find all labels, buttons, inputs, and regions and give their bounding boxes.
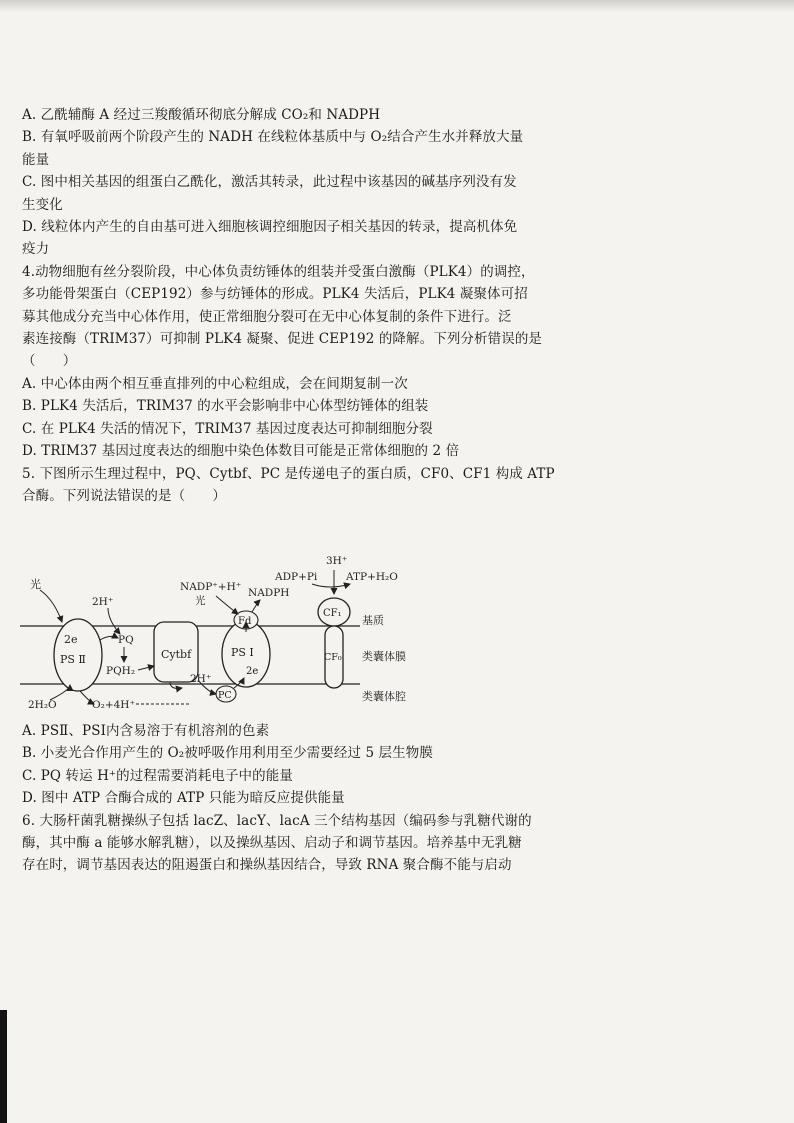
q3-option-b-cont: 能量 bbox=[22, 151, 50, 168]
q4-stem-2: 多功能骨架蛋白（CEP192）参与纺锤体的形成。PLK4 失活后，PLK4 凝聚体可招 bbox=[22, 286, 528, 303]
pq-label: PQ bbox=[118, 634, 134, 646]
pc-label: PC bbox=[218, 690, 232, 701]
q4-stem-1: 4.动物细胞有丝分裂阶段，中心体负责纺锤体的组装并受蛋白激酶（PLK4）的调控， bbox=[22, 263, 535, 280]
q6-stem-2: 酶，其中酶 a 能够水解乳糖），以及操纵基因、启动子和调节基因。培养基中无乳糖 bbox=[22, 835, 522, 852]
pqh2-label: PQH₂ bbox=[106, 665, 136, 677]
q4-option-d: D. TRIM37 基因过度表达的细胞中染色体数目可能是正常体细胞的 2 倍 bbox=[22, 443, 460, 460]
q5-option-a: A. PSⅡ、PSⅠ内含易溶于有机溶剂的色素 bbox=[22, 723, 270, 739]
atp-h2o-label: ATP+H₂O bbox=[346, 571, 398, 583]
h3-label: 3H⁺ bbox=[326, 555, 348, 567]
q5-stem-1: 5. 下图所示生理过程中，PQ、Cytbf、PC 是传递电子的蛋白质，CF0、CF1 构成 ATP bbox=[22, 465, 555, 482]
q3-option-b: B. 有氧呼吸前两个阶段产生的 NADH 在线粒体基质中与 O₂结合产生水并释放大量 bbox=[22, 129, 524, 146]
pqh2-cytbf-arrow bbox=[138, 666, 154, 670]
stroma-label: 基质 bbox=[362, 614, 384, 627]
q5-option-c: C. PQ 转运 H⁺的过程需要消耗电子中的能量 bbox=[22, 767, 293, 784]
h2-bottom-label: 2H⁺ bbox=[190, 673, 212, 685]
q3-option-a: A. 乙酰辅酶 A 经过三羧酸循环彻底分解成 CO₂和 NADPH bbox=[22, 107, 381, 123]
light-left-label: 光 bbox=[30, 578, 41, 591]
h2o-label: 2H₂O bbox=[28, 699, 57, 711]
ps2-2e-label: 2e bbox=[64, 633, 78, 646]
q3-option-c-cont: 生变化 bbox=[22, 196, 63, 213]
q6-stem-3: 存在时，调节基因表达的阻遏蛋白和操纵基因结合，导致 RNA 聚合酶不能与启动 bbox=[22, 857, 512, 874]
ps2-label: PS Ⅱ bbox=[60, 653, 86, 666]
h-to-pq-arrow bbox=[108, 608, 120, 634]
question-text-upper bbox=[22, 104, 634, 507]
adp-pi-label: ADP+Pi bbox=[275, 571, 318, 583]
light-ps2-arrow bbox=[40, 590, 62, 622]
cytbf-label: Cytbf bbox=[161, 648, 192, 661]
ps2-pq-arrow bbox=[100, 636, 118, 640]
q4-answer-blank: （ ） bbox=[22, 353, 77, 370]
atp-synthesis-arrow bbox=[312, 584, 350, 587]
q5-option-d: D. 图中 ATP 合酶合成的 ATP 只能为暗反应提供能量 bbox=[22, 790, 345, 807]
q4-stem-3: 募其他成分充当中心体作用，使正常细胞分裂可在无中心体复制的条件下进行。泛 bbox=[22, 308, 512, 325]
light-ps1-arrow bbox=[216, 596, 238, 614]
scan-left-edge bbox=[0, 1010, 7, 1123]
photosynthesis-diagram bbox=[20, 550, 440, 715]
q3-option-d: D. 线粒体内产生的自由基可进入细胞核调控细胞因子相关基因的转录，提高机体免 bbox=[22, 219, 518, 236]
thylakoid-membrane-label: 类囊体膜 bbox=[362, 650, 406, 663]
cf0-label: CF₀ bbox=[324, 652, 342, 663]
thylakoid-lumen-label: 类囊体腔 bbox=[362, 690, 406, 703]
fd-nadph-arrow bbox=[252, 600, 260, 612]
q5-option-b: B. 小麦光合作用产生的 O₂被呼吸作用利用至少需要经过 5 层生物膜 bbox=[22, 745, 433, 762]
q4-option-a: A. 中心体由两个相互垂直排列的中心粒组成，会在间期复制一次 bbox=[22, 375, 408, 392]
scan-top-edge bbox=[0, 0, 794, 12]
electron-transport-svg bbox=[20, 550, 440, 715]
q4-option-b: B. PLK4 失活后，TRIM37 的水平会影响非中心体型纺锤体的组装 bbox=[22, 398, 429, 415]
q4-option-c: C. 在 PLK4 失活的情况下，TRIM37 基因过度表达可抑制细胞分裂 bbox=[22, 420, 433, 437]
o2-label: O₂+4H⁺ bbox=[92, 699, 135, 711]
fd-label: Fd bbox=[238, 616, 252, 627]
q4-stem-4: 素连接酶（TRIM37）可抑制 PLK4 凝聚、促进 CEP192 的降解。下列分析错误的是 bbox=[22, 331, 543, 348]
ps1-label: PS Ⅰ bbox=[231, 646, 254, 659]
o2-release-arrow bbox=[80, 691, 94, 704]
q5-stem-2: 合酶。下列说法错误的是（ ） bbox=[22, 487, 226, 504]
ps1-2e-label: 2e bbox=[246, 666, 259, 677]
h2-top-label: 2H⁺ bbox=[92, 596, 114, 608]
q6-stem-1: 6. 大肠杆菌乳糖操纵子包括 lacZ、lacY、lacA 三个结构基因（编码参与乳糖代谢的 bbox=[22, 812, 532, 829]
cytbf-h-arrow bbox=[170, 682, 182, 688]
nadp-h-label: NADP⁺+H⁺ bbox=[180, 581, 242, 593]
q3-option-c: C. 图中相关基因的组蛋白乙酰化，激活其转录，此过程中该基因的碱基序列没有发 bbox=[22, 174, 517, 191]
q3-option-d-cont: 疫力 bbox=[22, 241, 50, 258]
cf1-label: CF₁ bbox=[323, 608, 342, 619]
light-mid-label: 光 bbox=[195, 595, 206, 607]
question-text-lower bbox=[22, 720, 634, 877]
nadph-label: NADPH bbox=[248, 587, 290, 599]
